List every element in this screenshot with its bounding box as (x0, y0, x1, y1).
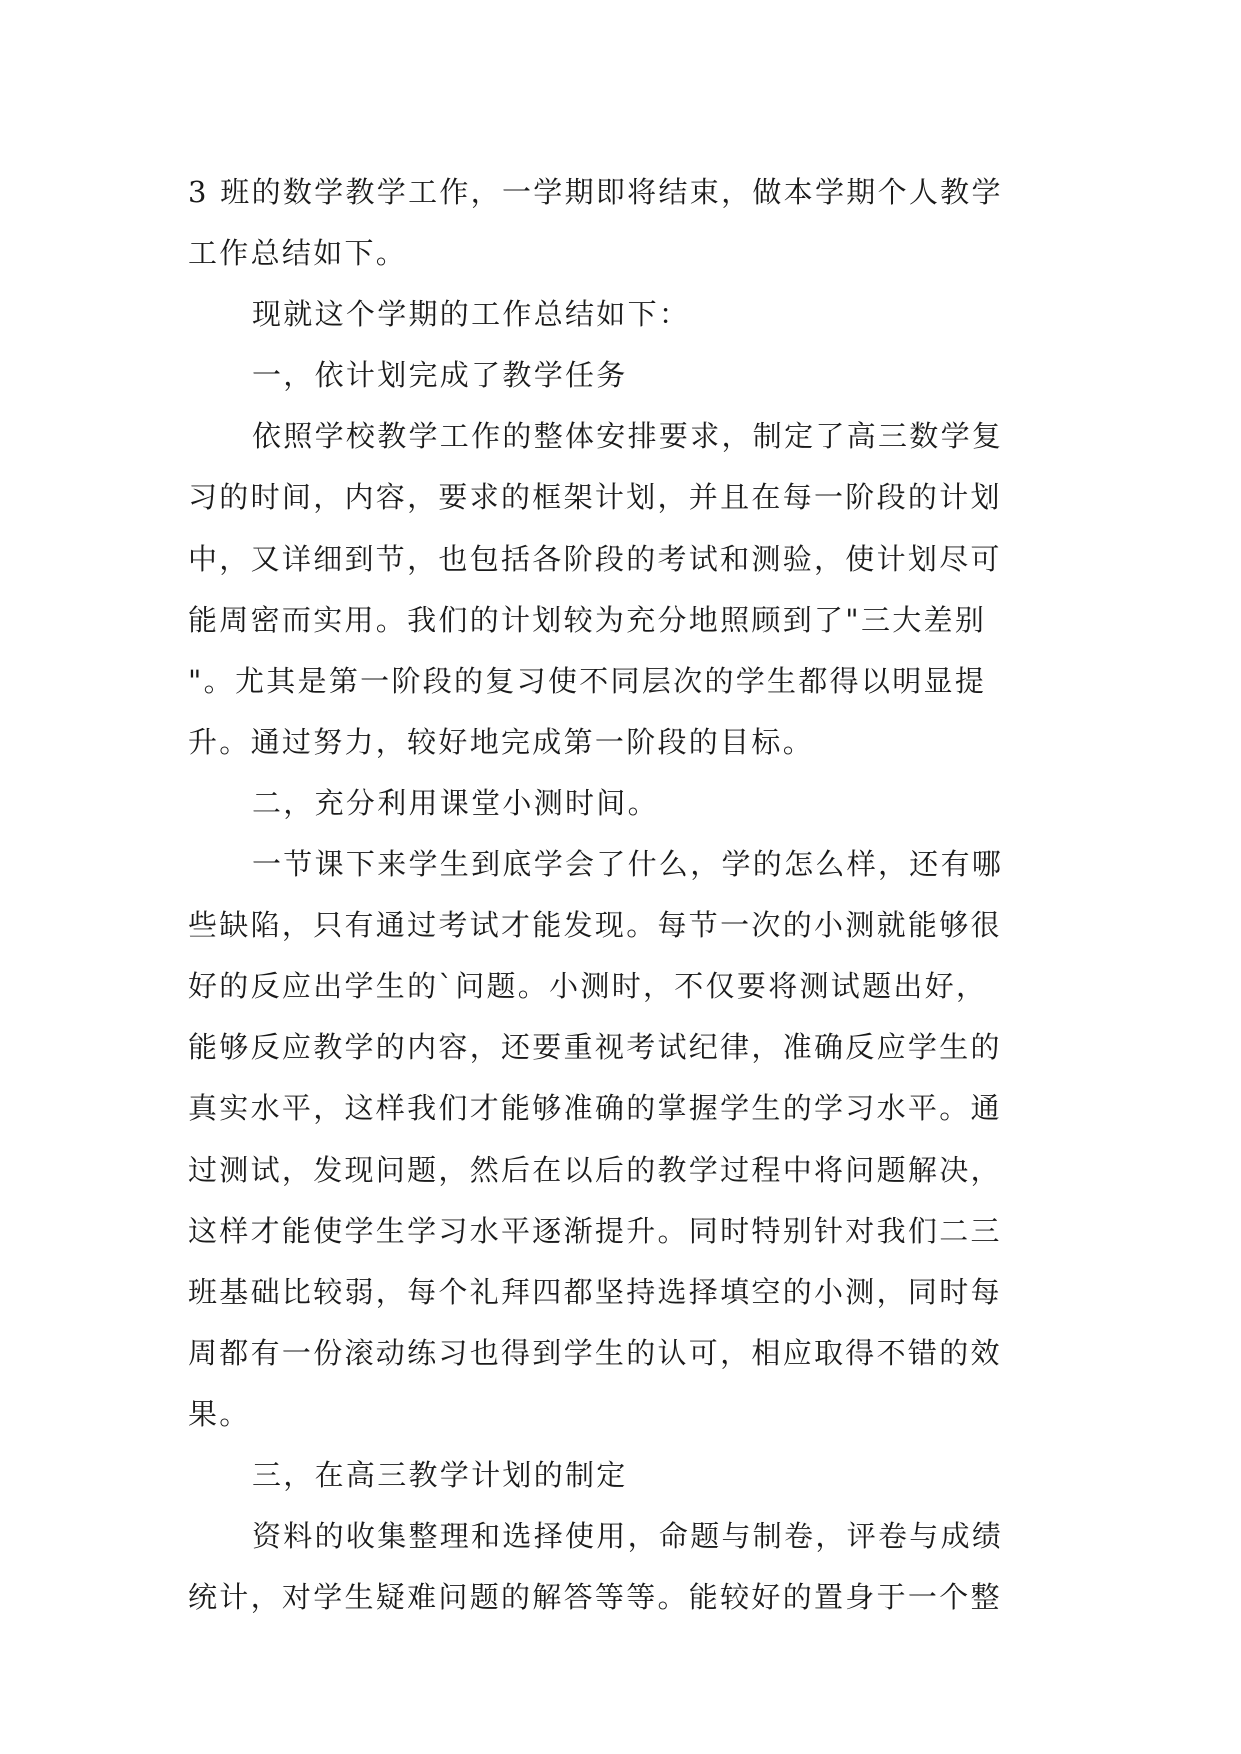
paragraph-line: 能周密而实用。我们的计划较为充分地照顾到了"三大差别 (188, 602, 987, 637)
paragraph-line: 能够反应教学的内容，还要重视考试纪律，准确反应学生的 (188, 1030, 1002, 1065)
paragraph-line: 些缺陷，只有通过考试才能发现。每节一次的小测就能够很 (188, 908, 1002, 943)
document-body (188, 162, 1068, 1628)
paragraph-line: 一节课下来学生到底学会了什么，学的怎么样，还有哪 (252, 847, 1004, 882)
paragraph-line: 依照学校教学工作的整体安排要求，制定了高三数学复 (252, 419, 1004, 454)
paragraph-line: 周都有一份滚动练习也得到学生的认可，相应取得不错的效 (188, 1335, 1002, 1370)
paragraph-line: "。尤其是第一阶段的复习使不同层次的学生都得以明显提 (188, 663, 987, 698)
section-heading: 三，在高三教学计划的制定 (252, 1457, 628, 1492)
paragraph-line: 工作总结如下。 (188, 236, 408, 271)
paragraph-line: 3 班的数学教学工作，一学期即将结束，做本学期个人教学 (188, 175, 1003, 209)
paragraph-line: 好的反应出学生的`问题。小测时，不仅要将测试题出好， (188, 969, 988, 1004)
paragraph-line: 习的时间，内容，要求的框架计划，并且在每一阶段的计划 (188, 480, 1002, 515)
paragraph-line: 现就这个学期的工作总结如下： (252, 297, 691, 332)
paragraph-line: 班基础比较弱，每个礼拜四都坚持选择填空的小测，同时每 (188, 1274, 1002, 1309)
paragraph-line: 升。通过努力，较好地完成第一阶段的目标。 (188, 724, 815, 759)
paragraph-line: 真实水平，这样我们才能够准确的掌握学生的学习水平。通 (188, 1091, 1002, 1126)
paragraph-line: 中，又详细到节，也包括各阶段的考试和测验，使计划尽可 (188, 541, 1002, 576)
section-heading: 二，充分利用课堂小测时间。 (252, 785, 659, 820)
paragraph-line: 过测试，发现问题，然后在以后的教学过程中将问题解决， (188, 1152, 1002, 1187)
section-heading: 一，依计划完成了教学任务 (252, 358, 628, 393)
paragraph-line: 统计，对学生疑难问题的解答等等。能较好的置身于一个整 (188, 1580, 1002, 1615)
paragraph-line: 果。 (188, 1396, 251, 1431)
paragraph-line: 这样才能使学生学习水平逐渐提升。同时特别针对我们二三 (188, 1213, 1002, 1248)
paragraph-line: 资料的收集整理和选择使用，命题与制卷，评卷与成绩 (252, 1519, 1004, 1554)
